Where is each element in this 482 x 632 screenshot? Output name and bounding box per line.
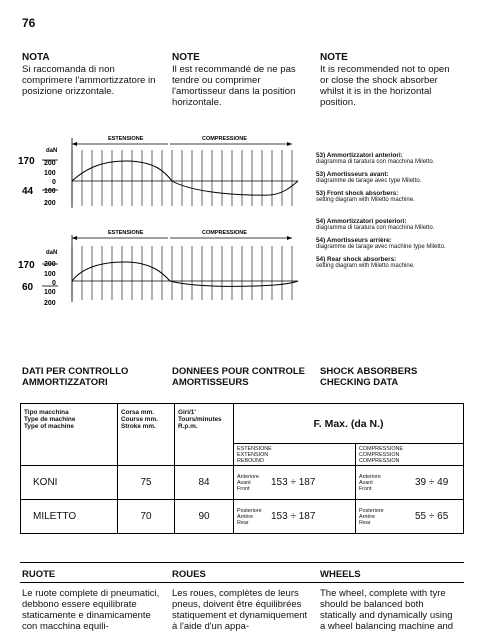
table-row <box>21 500 464 534</box>
note-title: NOTA <box>22 52 50 63</box>
wheels-text-fr: Les roues, complètes de leurs pneus, doivent être équilibrées statiquement et dynamiquement à l'aide d'un appa- <box>172 588 308 632</box>
wheels-title-fr: ROUES <box>172 569 206 580</box>
header-extension: ESTENSIONE EXTENSION REBOUND <box>234 444 356 466</box>
cell-machine: MILETTO <box>21 500 118 534</box>
diagram1-extension-label: ESTENSIONE <box>108 136 144 142</box>
diagram2-scale-2: 0 <box>52 280 56 287</box>
note-text: Il est recommandé de ne pas tendre ou comprimer l'amortisseur dans la position horizontale. <box>172 64 296 108</box>
legend-title: 53) Front shock absorbers: <box>316 190 399 197</box>
diagram1-scale-2: 0 <box>52 179 56 186</box>
legend-text: diagramma di taratura con macchina Miletto. <box>316 159 435 165</box>
cell-stroke: 75 <box>118 466 175 500</box>
cell-compression: Anteriore Avant Front 39 ÷ 49 <box>356 466 464 500</box>
note-text: It is recommended not to open or close the shock absorber whilst it is in the horizontal position. <box>320 64 450 108</box>
cell-compression: Posteriore Arrière Rear 55 ÷ 65 <box>356 500 464 534</box>
wheels-text-en: The wheel, complete with tyre should be balanced both statically and dynamically using a wheel balancing machine and <box>320 588 454 632</box>
header-rpm: Giri/1' Tours/minutes R.p.m. <box>175 404 234 466</box>
section-title-fr: DONNEES POUR CONTROLE AMORTISSEURS <box>172 366 306 388</box>
diagram2-scale-1: 100 <box>44 271 56 278</box>
front-shock-diagram <box>18 136 298 208</box>
wheels-title-it: RUOTE <box>22 569 56 580</box>
diagram2-scale-3: 100 <box>44 289 56 296</box>
diagram2-side-bottom: 60 <box>22 282 34 293</box>
legend-text: diagramme de tarage avec machine type Miletto. <box>316 244 446 250</box>
header-compression: COMPRESSIONE COMPRESSION COMPRESSION <box>356 444 464 466</box>
legend-text: diagramme de tarage avec type Miletto. <box>316 178 422 184</box>
header-machine: Tipo macchina Type de machine Type of machine <box>21 404 118 466</box>
diagram2-unit: daN <box>46 250 58 256</box>
diagram1-side-bottom: 44 <box>22 186 34 197</box>
legend-title: 53) Amortisseurs avant: <box>316 171 389 178</box>
shock-data-table <box>20 403 464 534</box>
divider <box>20 562 464 563</box>
diagram1-scale-1: 100 <box>44 170 56 177</box>
diagram2-scale-4: 200 <box>44 300 56 307</box>
diagram1-side-top: 170 <box>18 156 35 167</box>
header-fmax: F. Max. (da N.) <box>234 404 464 444</box>
diagram2-extension-label: ESTENSIONE <box>108 230 144 236</box>
legend-title: 54) Rear shock absorbers: <box>316 256 397 263</box>
legend-title: 53) Ammortizzatori anteriori: <box>316 152 403 159</box>
legend-title: 54) Amortisseurs arrière: <box>316 237 392 244</box>
cell-rpm: 90 <box>175 500 234 534</box>
section-title-en: SHOCK ABSORBERS CHECKING DATA <box>320 366 418 388</box>
legend-rear <box>316 218 474 275</box>
cell-extension: Posteriore Arrière Rear 153 ÷ 187 <box>234 500 356 534</box>
diagram1-unit: daN <box>46 148 58 154</box>
cell-extension: Anteriore Avant Front 153 ÷ 187 <box>234 466 356 500</box>
legend-title: 54) Ammortizzatori posteriori: <box>316 218 407 225</box>
diagram1-scale-0: 200 <box>44 160 56 167</box>
diagram2-side-top: 170 <box>18 260 35 271</box>
diagram1-compression-label: COMPRESSIONE <box>202 136 247 142</box>
note-title: NOTE <box>172 52 200 63</box>
page-number: 76 <box>22 16 36 30</box>
cell-stroke: 70 <box>118 500 175 534</box>
section-title-it: DATI PER CONTROLLO AMMORTIZZATORI <box>22 366 129 388</box>
diagram1-scale-3: 100 <box>44 188 56 195</box>
table-row <box>21 466 464 500</box>
diagram2-compression-label: COMPRESSIONE <box>202 230 247 236</box>
diagram1-scale-4: 200 <box>44 200 56 207</box>
diagram2-scale-0: 200 <box>44 261 56 268</box>
note-title: NOTE <box>320 52 348 63</box>
rear-shock-diagram <box>18 230 298 307</box>
wheels-text-it: Le ruote complete di pneumatici, debbono essere equilibrate staticamente e dinamicamente con macchina equili- <box>22 588 160 632</box>
legend-text: setting diagram with Miletto machine. <box>316 197 415 203</box>
table-header-row <box>21 404 464 444</box>
cell-machine: KONI <box>21 466 118 500</box>
header-stroke: Corsa mm. Course mm. Stroke mm. <box>118 404 175 466</box>
legend-text: diagramma di taratura con macchina Miletto. <box>316 225 435 231</box>
divider <box>20 582 464 583</box>
note-text: Si raccomanda di non comprimere l'ammortizzatore in posizione orizzontale. <box>22 64 156 97</box>
wheels-title-en: WHEELS <box>320 569 361 580</box>
legend-front <box>316 152 474 209</box>
cell-rpm: 84 <box>175 466 234 500</box>
legend-text: setting diagram with Miletto machine. <box>316 263 415 269</box>
